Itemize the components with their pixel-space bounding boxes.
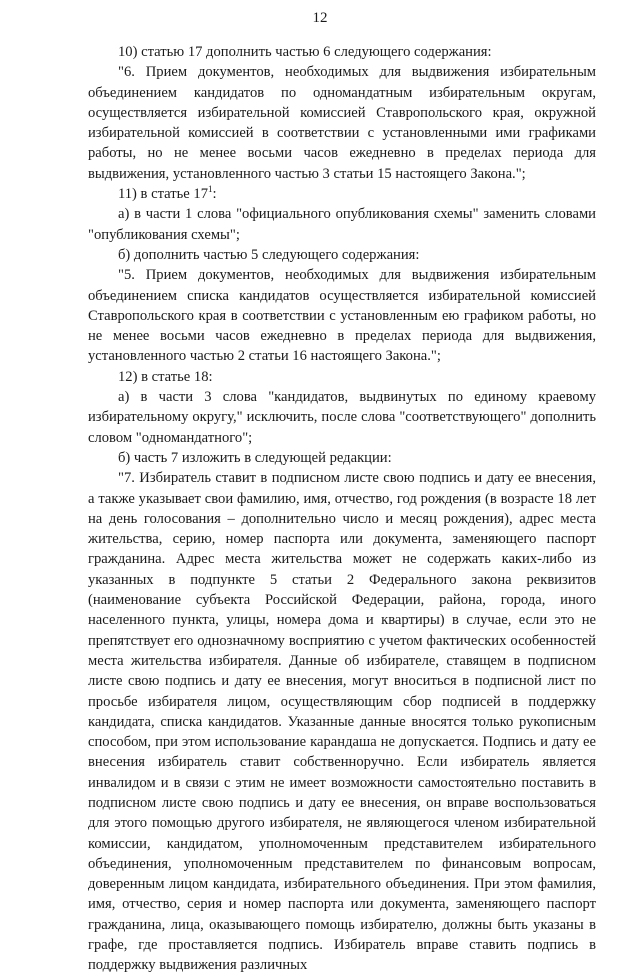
paragraph-12a: а) в части 3 слова "кандидатов, выдвинутых по единому краевому избирательному округу," исключить, после слова "соответствующего" дополнить словом "одномандатного"; xyxy=(88,389,596,446)
paragraph-item-10: 10) статью 17 дополнить частью 6 следующего содержания: xyxy=(118,44,492,60)
paragraph-item-12: 12) в статье 18: xyxy=(118,368,213,385)
item-11-text: 11) в статье 17 xyxy=(118,186,208,203)
item-11-colon: : xyxy=(212,186,217,203)
paragraph-12b: б) часть 7 изложить в следующей редакции: xyxy=(118,449,392,466)
paragraph-11b: б) дополнить частью 5 следующего содержания: xyxy=(118,246,420,263)
page-number: 12 xyxy=(312,10,328,26)
paragraph-article-17-part-6: "6. Прием документов, необходимых для выдвижения избирательным объединением кандидатов по одномандатным избирательным округам, осуществляется избирательной комиссией Ставропольского края, окружной избирательной комиссией в соответствии с установленными ими графиками работы, но не менее восьми часов ежедневно в пределах периода для выдвижения, установленного частью 3 статьи 15 настоящего Закона."; xyxy=(88,64,596,182)
superscript-index: 1 xyxy=(208,184,213,195)
paragraph-item-11 xyxy=(88,184,596,204)
paragraph-article-17-1-part-5: "5. Прием документов, необходимых для выдвижения избирательным объединением списка кандидатов осуществляется избирательной комиссией Ставропольского края в соответствии с установленным ею графиком работы, но не менее восьми часов ежедневно в пределах периода для выдвижения, установленного частью 2 статьи 16 настоящего Закона."; xyxy=(88,267,596,365)
paragraph-article-18-part-7: "7. Избиратель ставит в подписном листе свою подпись и дату ее внесения, а также указывает свои фамилию, имя, отчество, год рождения (в возрасте 18 лет на день голосования – дополнительно число и месяц рождения), адрес места жительства, серию, номер паспорта или документа, заменяющего паспорт гражданина. Адрес места жительства может не содержать каких-либо из указанных в подпункте 5 статьи 2 Федерального закона реквизитов (наименование субъекта Российской Федерации, района, города, иного населенного пункта, улицы, номера дома и квартиры) в случае, если это не препятствует его однозначному восприятию с учетом фактических особенностей места жительства избирателя. Данные об избирателе, ставящем в подписном листе свою подпись и дату ее внесения, могут вноситься в подписной лист по просьбе избирателя лицом, осуществляющим сбор подписей в поддержку кандидата, списка кандидатов. Указанные данные вносятся только рукописным способом, при этом использование карандаша не допускается. Подпись и дату ее внесения избиратель ставит собственноручно. Если избиратель является инвалидом и в связи с этим не имеет возможности самостоятельно поставить в подписном листе свою подпись и дату ее внесения, он вправе воспользоваться для этого помощью другого избирателя, не являющегося членом избирательной комиссии, кандидатом, уполномоченным представителем избирательного объединения, уполномоченным представителем по финансовым вопросам, доверенным лицом кандидата, избирательного объединения. При этом фамилия, имя, отчество, серия и номер паспорта или документа, заменяющего паспорт гражданина, лица, оказывающего помощь избирателю, должны быть указаны в графе, где проставляется подпись. Избиратель вправе ставить подпись в поддержку выдвижения различных xyxy=(88,470,596,974)
document-body xyxy=(88,42,596,976)
paragraph-11a: а) в части 1 слова "официального опубликования схемы" заменить словами "опубликования схемы"; xyxy=(88,206,596,243)
